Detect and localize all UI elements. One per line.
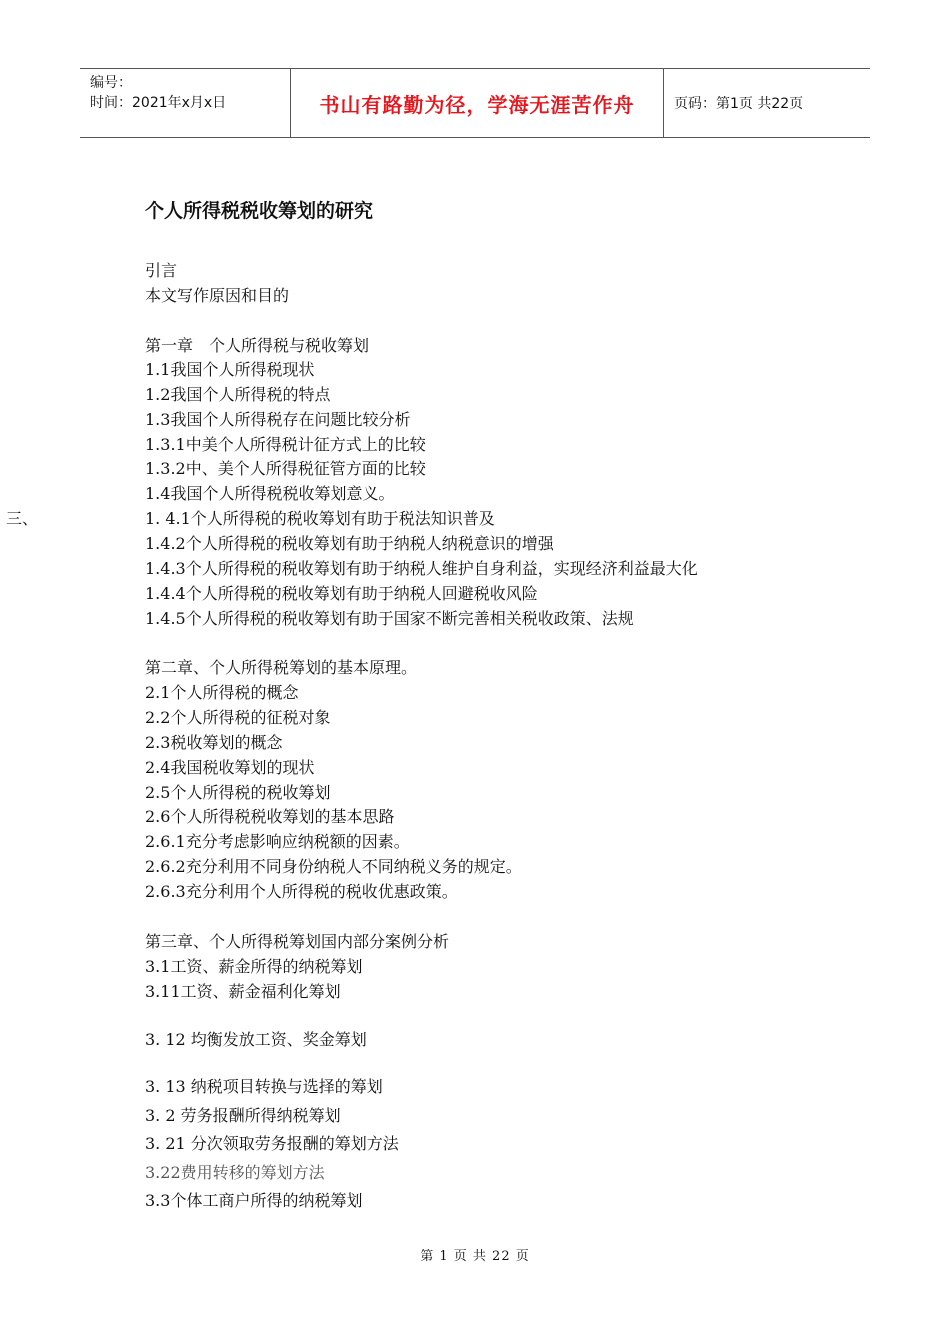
toc-line: 第二章、个人所得税筹划的基本原理。 xyxy=(145,658,418,677)
toc-line: 第一章 个人所得税与税收筹划 xyxy=(145,336,370,355)
toc-line: 1.2我国个人所得税的特点 xyxy=(145,385,331,404)
toc-line: 3.11工资、薪金福利化筹划 xyxy=(145,982,341,1001)
toc-line: 3. 13 纳税项目转换与选择的筹划 xyxy=(145,1077,383,1096)
toc-line: 3.1工资、薪金所得的纳税筹划 xyxy=(145,957,363,976)
toc-line: 2.3税收筹划的概念 xyxy=(145,733,283,752)
toc-line: 1.4.5个人所得税的税收筹划有助于国家不断完善相关税收政策、法规 xyxy=(145,609,634,628)
toc-line: 2.1个人所得税的概念 xyxy=(145,683,299,702)
toc-line: 2.6.2充分利用不同身份纳税人不同纳税义务的规定。 xyxy=(145,857,522,876)
document-title: 个人所得税税收筹划的研究 xyxy=(145,200,374,222)
header-motto: 书山有路勤为径，学海无涯苦作舟 xyxy=(290,69,664,137)
toc-line: 3. 21 分次领取劳务报酬的筹划方法 xyxy=(145,1134,399,1153)
doc-date-label: 时间：2021年x月x日 xyxy=(90,95,227,111)
toc-line: 1.3.2中、美个人所得税征管方面的比较 xyxy=(145,459,426,478)
toc-line: 2.6个人所得税税收筹划的基本思路 xyxy=(145,807,395,826)
toc-line: 1. 4.1个人所得税的税收筹划有助于税法知识普及 xyxy=(145,509,495,528)
margin-mark: 三、 xyxy=(6,509,39,528)
doc-number-label: 编号： xyxy=(90,75,132,91)
page-header xyxy=(80,68,870,138)
toc-line: 2.6.3充分利用个人所得税的税收优惠政策。 xyxy=(145,882,458,901)
toc-line: 1.1我国个人所得税现状 xyxy=(145,360,315,379)
page-footer: 第 1 页 共 22 页 xyxy=(420,1249,530,1264)
header-meta xyxy=(80,69,290,137)
toc-line: 第三章、个人所得税筹划国内部分案例分析 xyxy=(145,932,450,951)
toc-line: 2.5个人所得税的税收筹划 xyxy=(145,783,331,802)
toc-line: 2.2个人所得税的征税对象 xyxy=(145,708,331,727)
toc-line: 3. 2 劳务报酬所得纳税筹划 xyxy=(145,1106,341,1125)
toc-line: 3. 12 均衡发放工资、奖金筹划 xyxy=(145,1030,367,1049)
toc-line: 1.4.4个人所得税的税收筹划有助于纳税人回避税收风险 xyxy=(145,584,538,603)
toc-line: 3.3个体工商户所得的纳税筹划 xyxy=(145,1191,363,1210)
toc-line: 2.6.1充分考虑影响应纳税额的因素。 xyxy=(145,832,410,851)
toc-line: 1.4我国个人所得税税收筹划意义。 xyxy=(145,484,395,503)
toc-line: 3.22费用转移的筹划方法 xyxy=(145,1163,325,1182)
toc-line: 1.4.3个人所得税的税收筹划有助于纳税人维护自身利益，实现经济利益最大化 xyxy=(145,559,698,578)
toc-line: 2.4我国税收筹划的现状 xyxy=(145,758,315,777)
toc-line: 引言 xyxy=(145,261,178,280)
toc-line: 1.3.1中美个人所得税计征方式上的比较 xyxy=(145,435,426,454)
toc-line: 1.3我国个人所得税存在问题比较分析 xyxy=(145,410,411,429)
header-page-info: 页码：第1页 共22页 xyxy=(674,96,804,112)
toc-line: 本文写作原因和目的 xyxy=(145,286,290,305)
toc-line: 1.4.2个人所得税的税收筹划有助于纳税人纳税意识的增强 xyxy=(145,534,554,553)
